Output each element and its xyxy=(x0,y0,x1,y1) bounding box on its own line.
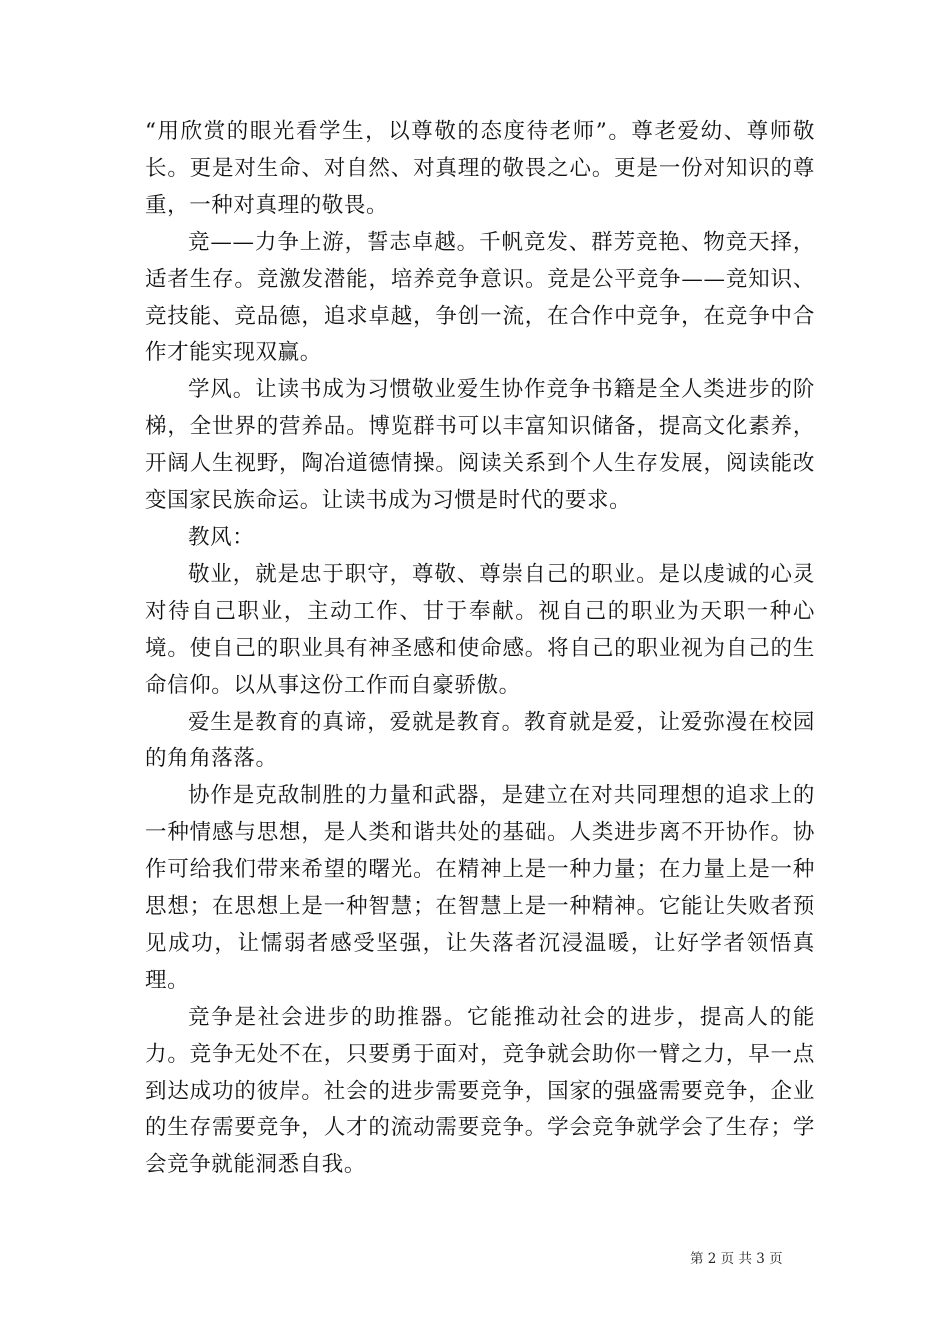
paragraph-love-students: 爱生是教育的真谛，爱就是教育。教育就是爱，让爱弥漫在校园的角角落落。 xyxy=(145,709,815,772)
paragraph-competition: 竞争是社会进步的助推器。它能推动社会的进步，提高人的能力。竞争无处不在，只要勇于面对，竞争就会助你一臂之力，早一点到达成功的彼岸。社会的进步需要竞争，国家的强盛需要竞争，企业的生存需要竞争，人才的流动需要竞争。学会竞争就学会了生存；学会竞争就能洞悉自我。 xyxy=(145,1004,815,1178)
paragraph-study-style: 学风。让读书成为习惯敬业爱生协作竞争书籍是全人类进步的阶梯，全世界的营养品。博览群书可以丰富知识储备，提高文化素养，开阔人生视野，陶冶道德情操。阅读关系到个人生存发展，阅读能改变国家民族命运。让读书成为习惯是时代的要求。 xyxy=(145,377,815,514)
paragraph-dedication: 敬业，就是忠于职守，尊敬、尊崇自己的职业。是以虔诚的心灵对待自己职业，主动工作、甘于奉献。视自己的职业为天职一种心境。使自己的职业具有神圣感和使命感。将自己的职业视为自己的生命信仰。以从事这份工作而自豪骄傲。 xyxy=(145,561,815,698)
page-number-label: 第 2 页 共 3 页 xyxy=(690,1251,783,1267)
document-body xyxy=(145,114,815,1184)
paragraph-teaching-style-heading: 教风： xyxy=(188,524,255,550)
paragraph-respect: “用欣赏的眼光看学生，以尊敬的态度待老师”。尊老爱幼、尊师敬长。更是对生命、对自然、对真理的敬畏之心。更是一份对知识的尊重，一种对真理的敬畏。 xyxy=(145,119,815,218)
paragraph-cooperation: 协作是克敌制胜的力量和武器，是建立在对共同理想的追求上的一种情感与思想，是人类和谐共处的基础。人类进步离不开协作。协作可给我们带来希望的曙光。在精神上是一种力量；在力量上是一种思想；在思想上是一种智慧；在智慧上是一种精神。它能让失败者预见成功，让懦弱者感受坚强，让失落者沉浸温暖，让好学者领悟真理。 xyxy=(145,783,815,993)
paragraph-competition-intro: 竞——力争上游，誓志卓越。千帆竞发、群芳竞艳、物竞天择，适者生存。竞激发潜能，培养竞争意识。竞是公平竞争——竞知识、竞技能、竞品德，追求卓越，争创一流，在合作中竞争，在竞争中合作才能实现双赢。 xyxy=(145,229,815,366)
page-number-footer xyxy=(690,1247,830,1267)
